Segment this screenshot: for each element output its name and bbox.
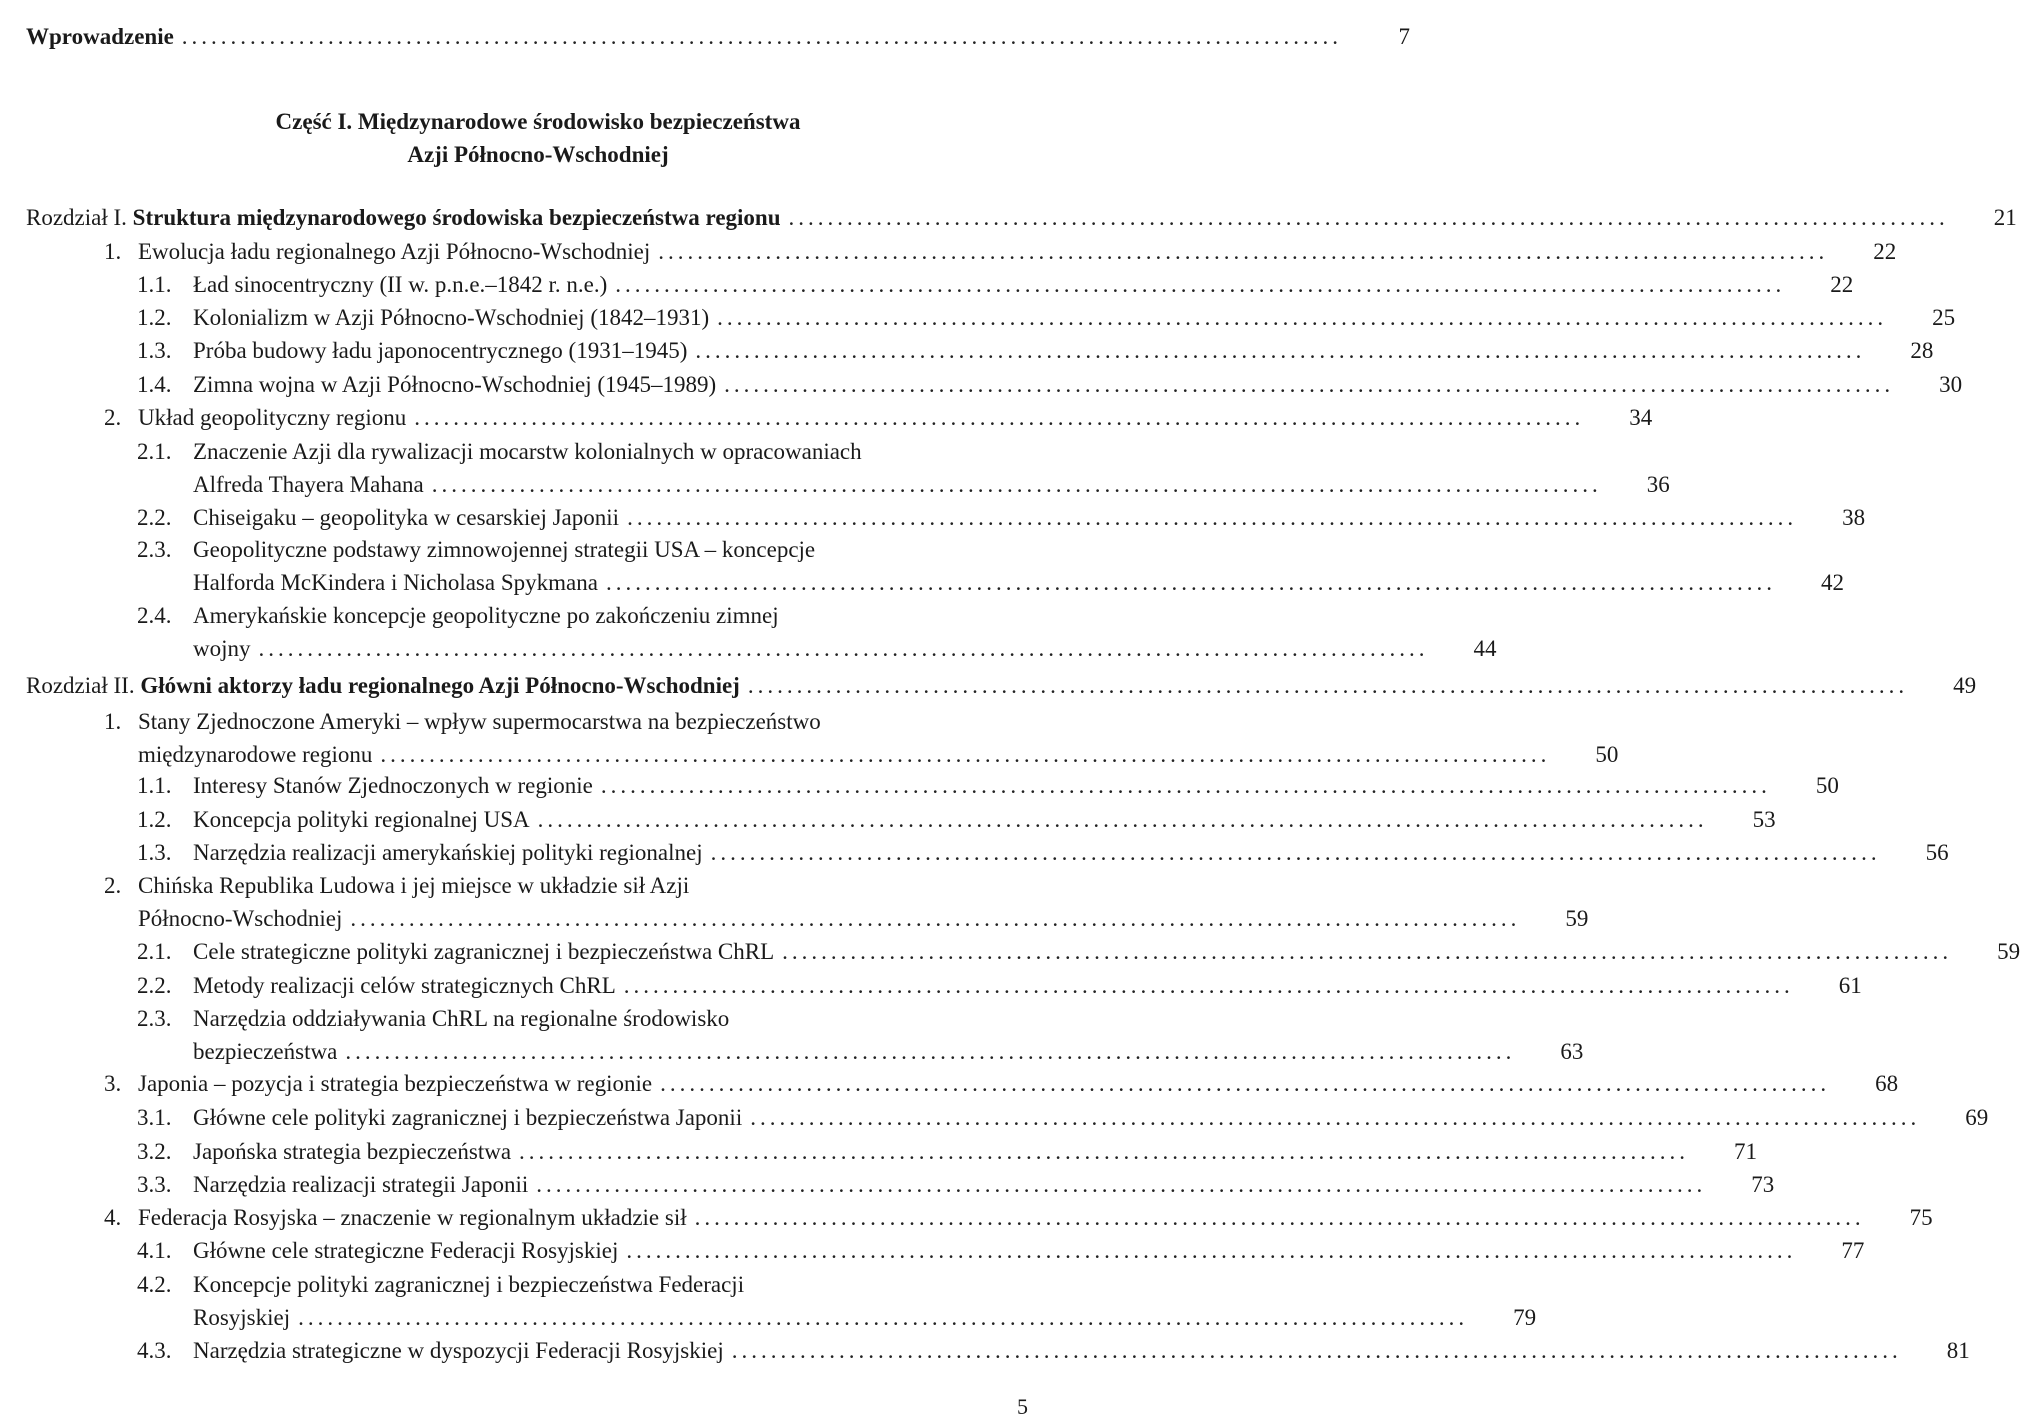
toc-entry-number: 4.3. bbox=[137, 1338, 172, 1363]
leader-dots: ........................................................................................................................ bbox=[695, 338, 1866, 363]
toc-entry-title: Koncepcje polityki zagranicznej i bezpieczeństwa Federacji bbox=[193, 1272, 745, 1297]
toc-entry-page: 42 bbox=[1820, 570, 1844, 595]
toc-entry-title-cont: bezpieczeństwa bbox=[193, 1039, 338, 1064]
toc-entry[interactable] bbox=[104, 1203, 1933, 1233]
toc-entry-title: Interesy Stanów Zjednoczonych w regionie bbox=[193, 773, 593, 798]
toc-entry-continuation[interactable] bbox=[138, 904, 1589, 934]
toc-entry-number: 1.2. bbox=[137, 807, 172, 832]
toc-entry[interactable] bbox=[137, 303, 1956, 333]
toc-entry[interactable] bbox=[137, 535, 1026, 565]
leader-dots: ........................................................................................................................ bbox=[345, 1039, 1516, 1064]
toc-entry-continuation[interactable] bbox=[193, 470, 1670, 500]
toc-entry-continuation[interactable] bbox=[138, 740, 1619, 770]
toc-entry-title: Narzędzia oddziaływania ChRL na regionalne środowisko bbox=[193, 1006, 730, 1031]
toc-entry[interactable] bbox=[137, 503, 1866, 533]
toc-entry-number: 1.1. bbox=[137, 272, 172, 297]
toc-entry-title: Metody realizacji celów strategicznych ChRL bbox=[193, 973, 616, 998]
toc-entry-page: 28 bbox=[1910, 338, 1934, 363]
chapter-prefix: Rozdział II. bbox=[26, 673, 141, 698]
toc-entry-title: Kolonializm w Azji Północno-Wschodniej (1842–1931) bbox=[193, 305, 710, 330]
toc-entry-number: 2.2. bbox=[137, 505, 172, 530]
leader-dots: ....................................................................................................................... bbox=[747, 673, 1909, 698]
toc-entry-page: 63 bbox=[1560, 1039, 1584, 1064]
chapter-page: 49 bbox=[1953, 673, 1977, 698]
leader-dots: ........................................................................................................................ bbox=[350, 906, 1521, 931]
toc-entry[interactable] bbox=[137, 601, 1026, 631]
toc-entry-title-cont: wojny bbox=[193, 636, 251, 661]
toc-entry[interactable] bbox=[104, 403, 1653, 433]
toc-entry-page: 22 bbox=[1830, 272, 1854, 297]
toc-entry-number: 3.2. bbox=[137, 1139, 172, 1164]
toc-entry-number: 1.3. bbox=[137, 840, 172, 865]
leader-dots: ........................................................................................................................ bbox=[782, 939, 1953, 964]
toc-entry-number: 1.4. bbox=[137, 372, 172, 397]
toc-entry-title: Geopolityczne podstawy zimnowojennej strategii USA – koncepcje bbox=[193, 537, 816, 562]
toc-entry-title: Ład sinocentryczny (II w. p.n.e.–1842 r. n.e.) bbox=[193, 272, 608, 297]
toc-entry[interactable] bbox=[137, 437, 1026, 467]
leader-dots: ........................................................................................................................ bbox=[658, 239, 1829, 264]
toc-entry[interactable] bbox=[137, 1336, 1970, 1366]
toc-entry[interactable] bbox=[137, 270, 1854, 300]
toc-entry[interactable] bbox=[137, 1236, 1865, 1266]
toc-entry-number: 4.2. bbox=[137, 1272, 172, 1297]
leader-dots: ........................................................................................................................ bbox=[380, 742, 1551, 767]
leader-dots: ........................................................................................................................ bbox=[615, 272, 1786, 297]
toc-entry-page: 50 bbox=[1815, 773, 1839, 798]
toc-entry-page: 79 bbox=[1513, 1305, 1537, 1330]
leader-dots: ........................................................................................................................ bbox=[717, 305, 1888, 330]
chapter-title: Główni aktorzy ładu regionalnego Azji Północno-Wschodniej bbox=[140, 673, 740, 698]
leader-dots: ........................................................................................................................ bbox=[537, 807, 1708, 832]
leader-dots: ........................................................................................................................ bbox=[258, 636, 1429, 661]
toc-entry-title: Chiseigaku – geopolityka w cesarskiej Japonii bbox=[193, 505, 620, 530]
toc-entry[interactable] bbox=[137, 370, 1963, 400]
toc-entry-page: 81 bbox=[1946, 1338, 1970, 1363]
toc-entry[interactable] bbox=[104, 707, 1026, 737]
toc-intro[interactable] bbox=[26, 22, 1411, 52]
toc-entry[interactable] bbox=[137, 771, 1839, 801]
toc-entry[interactable] bbox=[137, 1004, 1026, 1034]
toc-entry-number: 2.3. bbox=[137, 1006, 172, 1031]
leader-dots: ........................................................................................................................ bbox=[431, 472, 1602, 497]
toc-intro-title: Wprowadzenie bbox=[26, 24, 174, 49]
toc-entry-page: 44 bbox=[1473, 636, 1497, 661]
toc-entry-number: 1.1. bbox=[137, 773, 172, 798]
toc-entry-page: 53 bbox=[1752, 807, 1776, 832]
leader-dots: ........................................................................................................................ bbox=[298, 1305, 1469, 1330]
toc-entry-number: 1. bbox=[104, 239, 122, 264]
toc-entry-number: 2. bbox=[104, 873, 122, 898]
toc-entry-title-cont: Halforda McKindera i Nicholasa Spykmana bbox=[193, 570, 598, 595]
leader-dots: ........................................................................................................................ bbox=[605, 570, 1776, 595]
toc-entry[interactable] bbox=[137, 805, 1776, 835]
toc-entry-page: 69 bbox=[1965, 1105, 1989, 1130]
toc-entry-page: 50 bbox=[1595, 742, 1619, 767]
leader-dots: ........................................................................................................................ bbox=[626, 1238, 1797, 1263]
toc-entry-title: Znaczenie Azji dla rywalizacji mocarstw kolonialnych w opracowaniach bbox=[193, 439, 862, 464]
toc-entry-number: 3.3. bbox=[137, 1172, 172, 1197]
toc-entry-number: 1.3. bbox=[137, 338, 172, 363]
toc-entry-number: 4.1. bbox=[137, 1238, 172, 1263]
toc-entry-continuation[interactable] bbox=[193, 568, 1844, 598]
leader-dots: ........................................................................................................................ bbox=[724, 372, 1895, 397]
leader-dots: ........................................................................................................................ bbox=[519, 1139, 1690, 1164]
part-title-line2: Azji Północno-Wschodniej bbox=[407, 142, 669, 167]
toc-entry-title: Amerykańskie koncepcje geopolityczne po zakończeniu zimnej bbox=[193, 603, 779, 628]
leader-dots: ........................................................................................................................ bbox=[750, 1105, 1921, 1130]
toc-entry-continuation[interactable] bbox=[193, 1037, 1584, 1067]
toc-entry-page: 36 bbox=[1646, 472, 1670, 497]
toc-entry[interactable] bbox=[137, 937, 2020, 967]
toc-entry-number: 1.2. bbox=[137, 305, 172, 330]
part-title-line1: Część I. Międzynarodowe środowisko bezpieczeństwa bbox=[275, 109, 801, 134]
toc-entry-page: 68 bbox=[1875, 1071, 1899, 1096]
toc-entry-number: 2.4. bbox=[137, 603, 172, 628]
chapter-prefix: Rozdział I. bbox=[26, 205, 133, 230]
leader-dots: ........................................................................................................................ bbox=[731, 1338, 1902, 1363]
leader-dots: ........................................................................................................................ bbox=[710, 840, 1881, 865]
toc-entry-page: 61 bbox=[1838, 973, 1862, 998]
toc-entry-page: 38 bbox=[1842, 505, 1866, 530]
toc-entry-page: 73 bbox=[1751, 1172, 1775, 1197]
toc-entry[interactable] bbox=[137, 1103, 1989, 1133]
toc-entry[interactable] bbox=[137, 838, 1949, 868]
toc-entry-page: 59 bbox=[1565, 906, 1589, 931]
toc-entry-title: Federacja Rosyjska – znaczenie w regionalnym układzie sił bbox=[138, 1205, 687, 1230]
toc-entry-page: 75 bbox=[1909, 1205, 1933, 1230]
toc-entry[interactable] bbox=[137, 1170, 1775, 1200]
toc-entry-number: 2.3. bbox=[137, 537, 172, 562]
toc-entry-title: Cele strategiczne polityki zagranicznej i bezpieczeństwa ChRL bbox=[193, 939, 775, 964]
toc-entry-page: 25 bbox=[1932, 305, 1956, 330]
toc-entry-title: Główne cele strategiczne Federacji Rosyjskiej bbox=[193, 1238, 619, 1263]
toc-entry-number: 4. bbox=[104, 1205, 122, 1230]
toc-entry-page: 59 bbox=[1997, 939, 2020, 964]
toc-entry-title: Japońska strategia bezpieczeństwa bbox=[193, 1139, 512, 1164]
toc-entry[interactable] bbox=[137, 336, 1934, 366]
toc-entry-title-cont: międzynarodowe regionu bbox=[138, 742, 373, 767]
toc-entry[interactable] bbox=[104, 871, 1026, 901]
leader-dots: ........................................................................................................................ bbox=[600, 773, 1771, 798]
toc-entry-title-cont: Alfreda Thayera Mahana bbox=[193, 472, 424, 497]
leader-dots: ........................................................................................................................ bbox=[623, 973, 1794, 998]
toc-entry[interactable] bbox=[104, 1069, 1899, 1099]
toc-entry[interactable] bbox=[137, 1270, 1026, 1300]
toc-entry-title: Próba budowy ładu japonocentrycznego (1931–1945) bbox=[193, 338, 688, 363]
toc-entry-page: 56 bbox=[1925, 840, 1949, 865]
toc-entry-page: 77 bbox=[1841, 1238, 1865, 1263]
toc-entry-number: 2. bbox=[104, 405, 122, 430]
toc-entry-title: Narzędzia realizacji amerykańskiej polityki regionalnej bbox=[193, 840, 703, 865]
leader-dots: ....................................................................................................................... bbox=[181, 24, 1343, 49]
toc-entry-title: Narzędzia realizacji strategii Japonii bbox=[193, 1172, 529, 1197]
toc-entry-number: 2.1. bbox=[137, 939, 172, 964]
toc-entry-number: 3.1. bbox=[137, 1105, 172, 1130]
toc-entry-title: Zimna wojna w Azji Północno-Wschodniej (1945–1989) bbox=[193, 372, 717, 397]
toc-entry-number: 2.2. bbox=[137, 973, 172, 998]
toc-entry[interactable] bbox=[137, 971, 1862, 1001]
toc-chapter-1[interactable] bbox=[26, 203, 2017, 233]
toc-entry-title: Chińska Republika Ludowa i jej miejsce w układzie sił Azji bbox=[138, 873, 690, 898]
leader-dots: ........................................................................................................................ bbox=[694, 1205, 1865, 1230]
toc-entry-page: 22 bbox=[1873, 239, 1897, 264]
leader-dots: ........................................................................................................................ bbox=[536, 1172, 1707, 1197]
toc-intro-page: 7 bbox=[1398, 24, 1411, 49]
leader-dots: ........................................................................................................................ bbox=[660, 1071, 1831, 1096]
toc-entry-title: Układ geopolityczny regionu bbox=[138, 405, 407, 430]
toc-entry-page: 34 bbox=[1629, 405, 1653, 430]
toc-entry-page: 30 bbox=[1939, 372, 1963, 397]
toc-entry-title: Stany Zjednoczone Ameryki – wpływ supermocarstwa na bezpieczeństwo bbox=[138, 709, 821, 734]
toc-entry-title-cont: Północno-Wschodniej bbox=[138, 906, 343, 931]
toc-entry-title: Koncepcja polityki regionalnej USA bbox=[193, 807, 530, 832]
toc-entry-page: 71 bbox=[1734, 1139, 1758, 1164]
toc-entry-title-cont: Rosyjskiej bbox=[193, 1305, 291, 1330]
toc-entry-title: Ewolucja ładu regionalnego Azji Północno-Wschodniej bbox=[138, 239, 651, 264]
chapter-title: Struktura międzynarodowego środowiska bezpieczeństwa regionu bbox=[132, 205, 781, 230]
toc-entry-number: 1. bbox=[104, 709, 122, 734]
leader-dots: ....................................................................................................................... bbox=[788, 205, 1949, 230]
toc-entry-title: Japonia – pozycja i strategia bezpieczeństwa w regionie bbox=[138, 1071, 653, 1096]
toc-entry[interactable] bbox=[104, 237, 1897, 267]
chapter-page: 21 bbox=[1993, 205, 2017, 230]
toc-entry-number: 2.1. bbox=[137, 439, 172, 464]
toc-entry-number: 3. bbox=[104, 1071, 122, 1096]
toc-chapter-2[interactable] bbox=[26, 671, 1977, 701]
toc-entry-title: Narzędzia strategiczne w dyspozycji Federacji Rosyjskiej bbox=[193, 1338, 724, 1363]
toc-entry-title: Główne cele polityki zagranicznej i bezpieczeństwa Japonii bbox=[193, 1105, 743, 1130]
toc-entry-continuation[interactable] bbox=[193, 634, 1497, 664]
page-folio: 5 bbox=[1017, 1394, 1028, 1419]
toc-entry[interactable] bbox=[137, 1137, 1758, 1167]
leader-dots: ........................................................................................................................ bbox=[627, 505, 1798, 530]
leader-dots: ........................................................................................................................ bbox=[414, 405, 1585, 430]
toc-entry-continuation[interactable] bbox=[193, 1303, 1537, 1333]
